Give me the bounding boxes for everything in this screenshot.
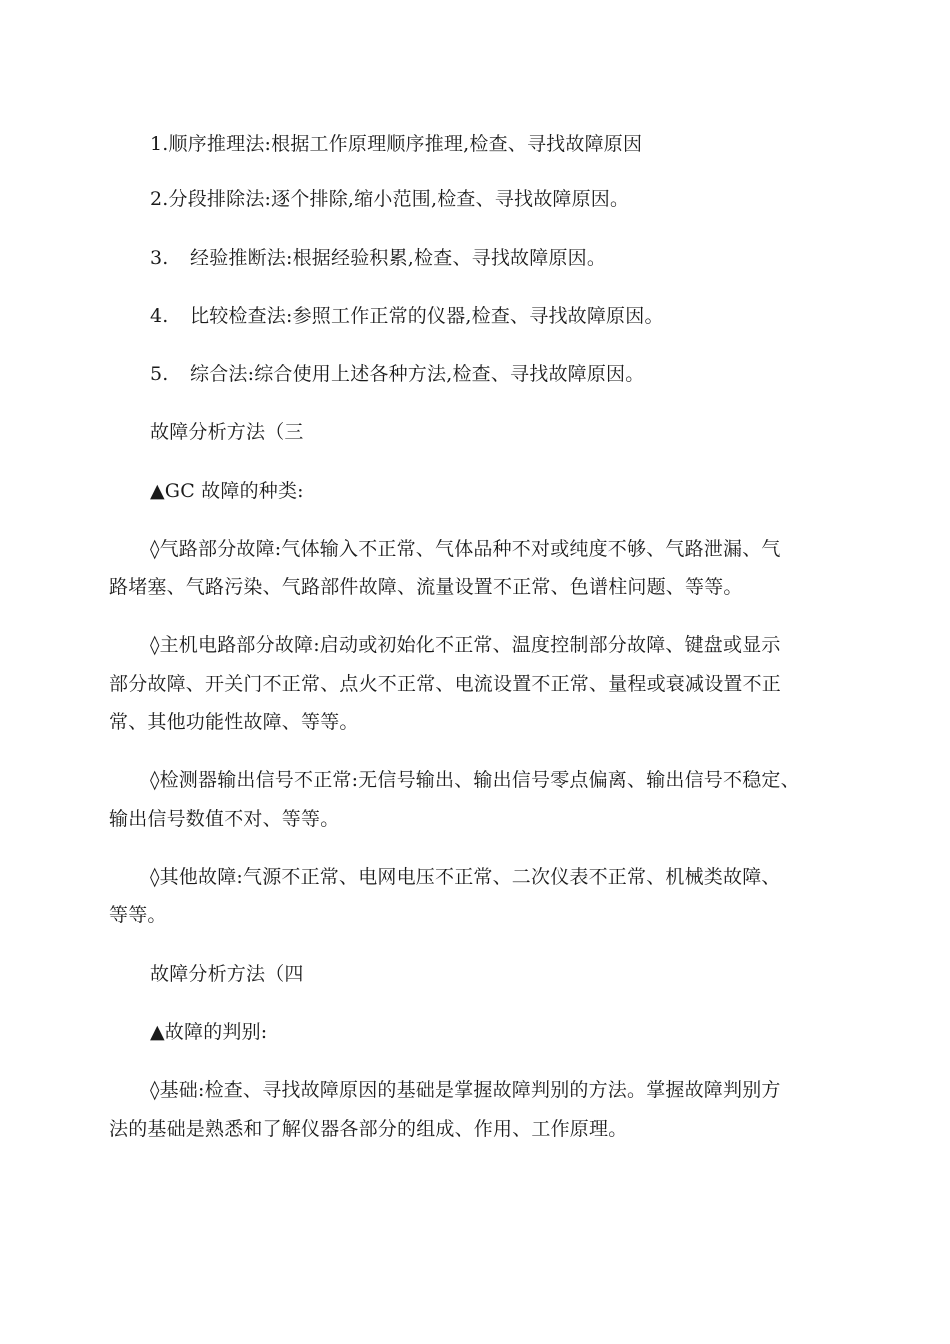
method-item-3-text: 经验推断法:根据经验积累,检查、寻找故障原因。	[190, 247, 607, 269]
gas-path-faults-line-1: ◊气路部分故障:气体输入不正常、气体品种不对或纯度不够、气路泄漏、气	[150, 538, 781, 560]
method-item-2: 2.分段排除法:逐个排除,缩小范围,检查、寻找故障原因。	[150, 188, 630, 210]
method-item-4-text: 比较检查法:参照工作正常的仪器,检查、寻找故障原因。	[190, 305, 664, 327]
method-item-4	[150, 303, 664, 329]
circuit-faults-line-1: ◊主机电路部分故障:启动或初始化不正常、温度控制部分故障、键盘或显示	[150, 634, 781, 656]
other-faults-line-1: ◊其他故障:气源不正常、电网电压不正常、二次仪表不正常、机械类故障、	[150, 866, 781, 888]
method-item-3-number: 3.	[150, 247, 169, 269]
circuit-faults-line-2: 部分故障、开关门不正常、点火不正常、电流设置不正常、量程或衰减设置不正	[109, 673, 782, 695]
method-item-5-text: 综合法:综合使用上述各种方法,检查、寻找故障原因。	[190, 363, 645, 385]
gas-path-faults-line-2: 路堵塞、气路污染、气路部件故障、流量设置不正常、色谱柱问题、等等。	[109, 576, 743, 598]
method-item-5	[150, 361, 644, 387]
method-item-3	[150, 245, 606, 271]
basis-line-2: 法的基础是熟悉和了解仪器各部分的组成、作用、工作原理。	[109, 1118, 628, 1140]
basis-line-1: ◊基础:检查、寻找故障原因的基础是掌握故障判别的方法。掌握故障判别方	[150, 1079, 781, 1101]
other-faults-line-2: 等等。	[109, 904, 167, 926]
method-item-1: 1.顺序推理法:根据工作原理顺序推理,检查、寻找故障原因	[150, 133, 643, 155]
method-item-5-number: 5.	[150, 363, 169, 385]
method-item-4-number: 4.	[150, 305, 169, 327]
detector-faults-line-1: ◊检测器输出信号不正常:无信号输出、输出信号零点偏离、输出信号不稳定、	[150, 769, 800, 791]
gc-fault-types-title: ▲GC 故障的种类:	[150, 480, 304, 502]
fault-judgement-title: ▲故障的判别:	[150, 1021, 268, 1043]
section-heading-3: 故障分析方法（三	[150, 421, 304, 443]
section-heading-4: 故障分析方法（四	[150, 963, 304, 985]
circuit-faults-line-3: 常、其他功能性故障、等等。	[109, 711, 359, 733]
detector-faults-line-2: 输出信号数值不对、等等。	[109, 808, 340, 830]
